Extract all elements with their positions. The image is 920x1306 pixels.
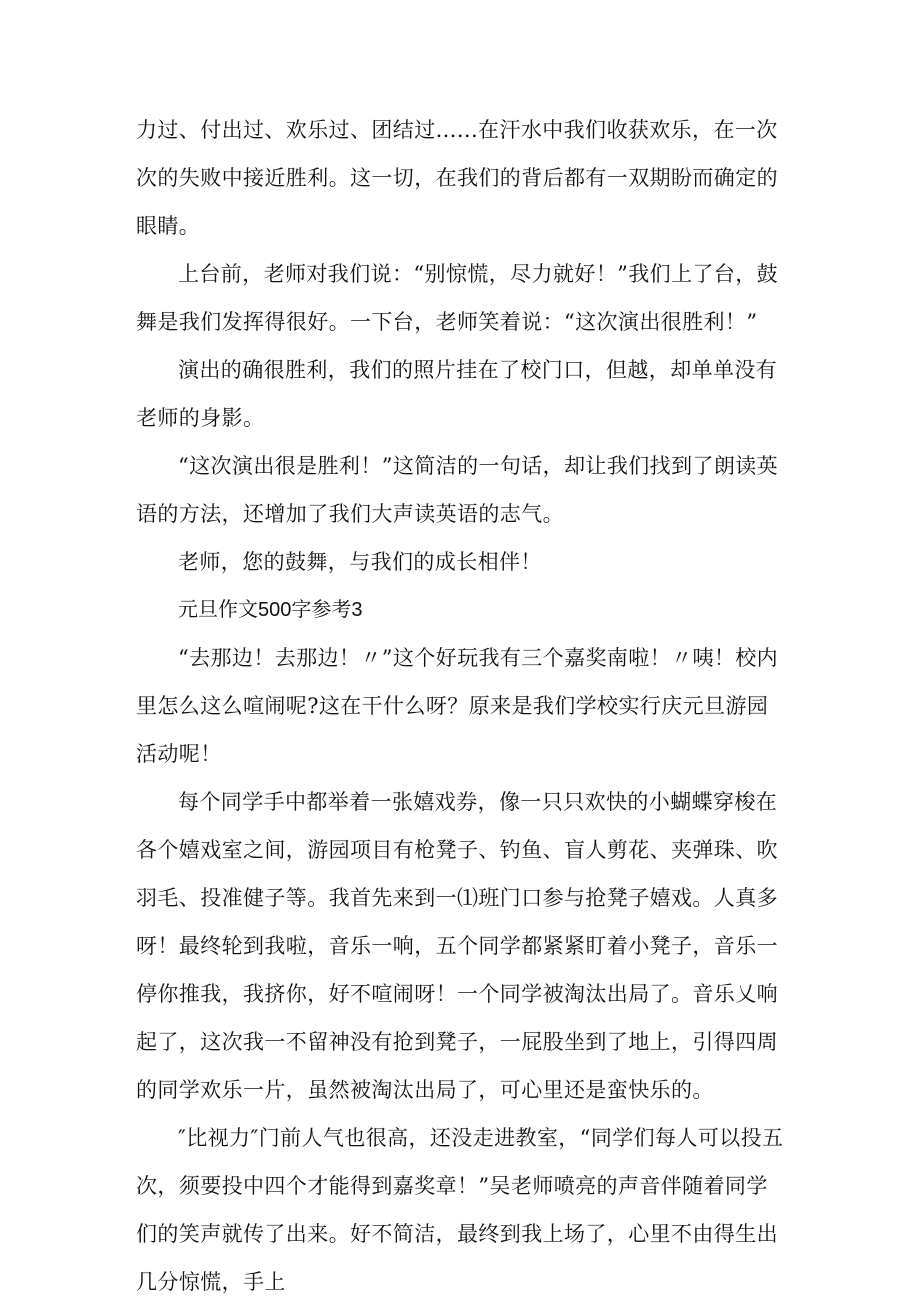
paragraph-4: “这次演出很是胜利！”这简洁的一句话，却让我们找到了朗读英语的方法，还增加了我们大声读英语的志气。: [136, 454, 779, 526]
paragraph-6: “去那边！去那边！〃”这个好玩我有三个嘉奖南啦！〃咦！校内里怎么这么喧闹呢?这在干什么呀？原来是我们学校实行庆元旦游园活动呢！: [136, 646, 779, 766]
paragraph-1: 力过、付出过、欢乐过、团结过......在汗水中我们收获欢乐，在一次次的失败中接近胜利。这一切，在我们的背后都有一双期盼而确定的眼睛。: [136, 118, 778, 238]
section-heading: 元旦作文500字参考3: [178, 599, 363, 621]
paragraph-5: 老师，您的鼓舞，与我们的成长相伴！: [178, 550, 542, 574]
document-body: [136, 106, 786, 1306]
paragraph-2: 上台前，老师对我们说：“别惊慌，尽力就好！”我们上了台，鼓舞是我们发挥得很好。一下台，老师笑着说：“这次演出很胜利！”: [136, 262, 779, 334]
paragraph-3: 演出的确很胜利，我们的照片挂在了校门口，但越，却单单没有老师的身影。: [136, 358, 778, 430]
paragraph-8: ″比视力″门前人气也很高，还没走进教室，“同学们每人可以投五次，须要投中四个才能得到嘉奖章！”吴老师喷亮的声音伴随着同学们的笑声就传了出来。好不简洁，最终到我上场了，心里不由得生出几分惊慌，手上: [136, 1126, 784, 1294]
paragraph-7: 每个同学手中都举着一张嬉戏券，像一只只欢快的小蝴蝶穿梭在各个嬉戏室之间，游园项目有枪凳子、钓鱼、盲人剪花、夹弹珠、吹羽毛、投准健子等。我首先来到一⑴班门口参与抢凳子嬉戏。人真多呀！最终轮到我啦，音乐一响，五个同学都紧紧盯着小凳子，音乐一停你推我，我挤你，好不喧闹呀！一个同学被淘汰出局了。音乐乂响起了，这次我一不留神没有抢到凳子，一屁股坐到了地上，引得四周的同学欢乐一片，虽然被淘汰出局了，可心里还是蛮快乐的。: [136, 790, 778, 1102]
